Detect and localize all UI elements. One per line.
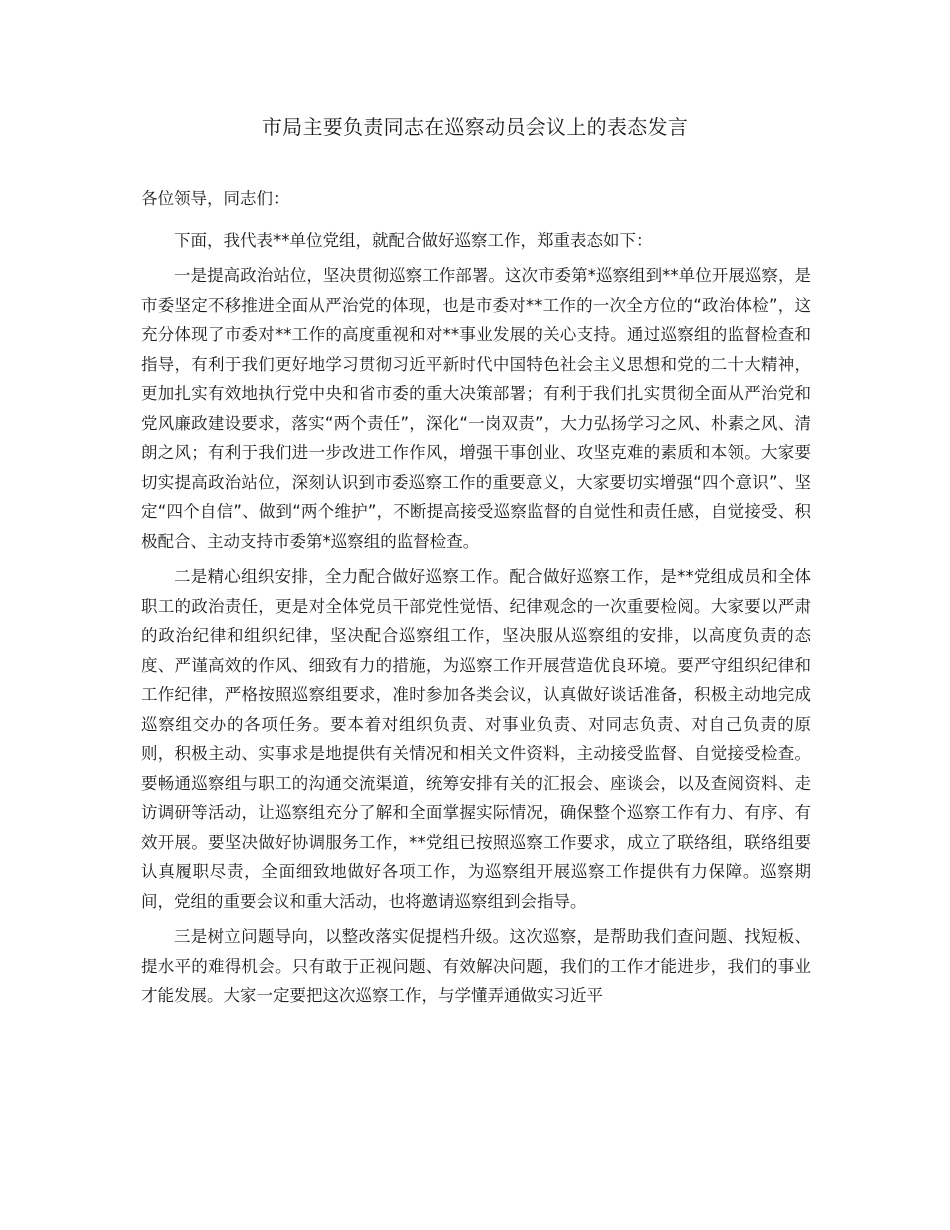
- document-title: 市局主要负责同志在巡察动员会议上的表态发言: [261, 115, 689, 139]
- paragraph-point-three: 三是树立问题导向，以整改落实促提档升级。这次巡察，是帮助我们查问题、找短板、提水平的难得机会。只有敢于正视问题、有效解决问题，我们的工作才能进步，我们的事业才能发展。大家一定要把这次巡察工作，与学懂弄通做实习近平: [141, 927, 811, 1005]
- paragraph-point-one: 一是提高政治站位，坚决贯彻巡察工作部署。这次市委第*巡察组到**单位开展巡察，是市委坚定不移推进全面从严治党的体现，也是市委对**工作的一次全方位的“政治体检”，这充分体现了市委对**工作的高度重视和对**事业发展的关心支持。通过巡察组的监督检查和指导，有利于我们更好地学习贯彻习近平新时代中国特色社会主义思想和党的二十大精神，更加扎实有效地执行党中央和省市委的重大决策部署；有利于我们扎实贯彻全面从严治党和党风廉政建设要求，落实“两个责任”，深化“一岗双责”，大力弘扬学习之风、朴素之风、清朗之风；有利于我们进一步改进工作作风，增强干事创业、攻坚克难的素质和本领。大家要切实提高政治站位，深刻认识到市委巡察工作的重要意义，大家要切实增强“四个意识”、坚定“四个自信”、做到“两个维护”，不断提高接受巡察监督的自觉性和责任感，自觉接受、积极配合、主动支持市委第*巡察组的监督检查。: [141, 266, 811, 551]
- paragraph-point-two: 二是精心组织安排，全力配合做好巡察工作。配合做好巡察工作，是**党组成员和全体职工的政治责任，更是对全体党员干部党性觉悟、纪律观念的一次重要检阅。大家要以严肃的政治纪律和组织纪律，坚决配合巡察组工作，坚决服从巡察组的安排，以高度负责的态度、严谨高效的作风、细致有力的措施，为巡察工作开展营造优良环境。要严守组织纪律和工作纪律，严格按照巡察组要求，准时参加各类会议，认真做好谈话准备，积极主动地完成巡察组交办的各项任务。要本着对组织负责、对事业负责、对同志负责、对自己负责的原则，积极主动、实事求是地提供有关情况和相关文件资料，主动接受监督、自觉接受检查。要畅通巡察组与职工的沟通交流渠道，统筹安排有关的汇报会、座谈会，以及查阅资料、走访调研等活动，让巡察组充分了解和全面掌握实际情况，确保整个巡察工作有力、有序、有效开展。要坚决做好协调服务工作，**党组已按照巡察工作要求，成立了联络组，联络组要认真履职尽责，全面细致地做好各项工作，为巡察组开展巡察工作提供有力保障。巡察期间，党组的重要会议和重大活动，也将邀请巡察组到会指导。: [141, 567, 811, 911]
- salutation: 各位领导，同志们：: [141, 189, 290, 208]
- paragraph-intro: 下面，我代表**单位党组，就配合做好巡察工作，郑重表态如下：: [174, 230, 653, 250]
- document-body: [141, 184, 811, 1017]
